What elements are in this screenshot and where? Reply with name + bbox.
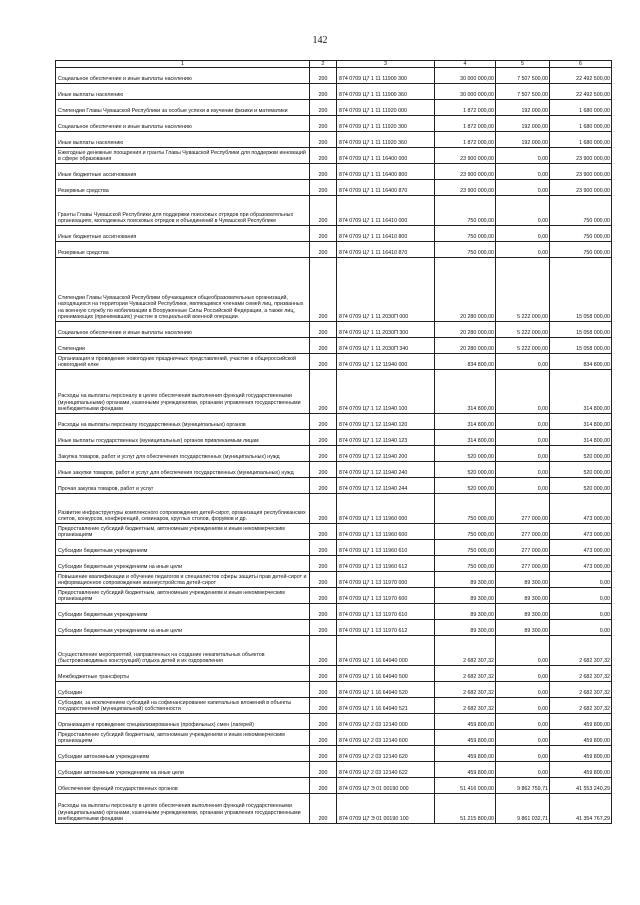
row-remaining-amount: 0,00 (550, 572, 612, 588)
row-classification: 874 0709 Ц7 2 03 12140 622 (337, 762, 435, 778)
row-approved-amount: 23 900 000,00 (435, 180, 496, 196)
row-approved-amount: 89 300,00 (435, 604, 496, 620)
row-classification: 874 0709 Ц7 1 13 11970 000 (337, 572, 435, 588)
row-code: 200 (310, 100, 337, 116)
row-classification: 874 0709 Ц7 1 13 11970 600 (337, 588, 435, 604)
row-name: Предоставление субсидий бюджетным, автономным учреждениям и иным некоммерческим организациям (56, 524, 310, 540)
row-approved-amount: 459 800,00 (435, 730, 496, 746)
table-row (56, 446, 612, 462)
row-approved-amount: 750 000,00 (435, 540, 496, 556)
row-code: 200 (310, 196, 337, 226)
row-name: Субсидии автономным учреждениям (56, 746, 310, 762)
row-classification: 874 0709 Ц7 1 13 11960 612 (337, 556, 435, 572)
row-remaining-amount: 0,00 (550, 620, 612, 636)
row-code: 200 (310, 762, 337, 778)
row-code: 200 (310, 84, 337, 100)
table-body (56, 68, 612, 824)
table-row (56, 242, 612, 258)
table-row (56, 746, 612, 762)
row-executed-amount: 89 300,00 (496, 572, 550, 588)
row-executed-amount: 9 861 032,71 (496, 794, 550, 824)
row-executed-amount: 0,00 (496, 370, 550, 414)
row-name: Стипендии Главы Чувашской Республики обучающимся общеобразовательных организаций, находящихся на территории Чувашской Республики, являющимся членами семей лиц, призванных на военную службу по мобилизации в Вооруженные Силы Российской Федерации, а также лиц, принимающих (принимавших) участие в специальной военной операции (56, 258, 310, 322)
row-name: Осуществление мероприятий, направленных на создание некапитальных объектов (быстровозводимых конструкций) отдыха детей и их оздоровления (56, 636, 310, 666)
row-executed-amount: 277 000,00 (496, 524, 550, 540)
row-classification: 874 0709 Ц7 1 11 11900 360 (337, 84, 435, 100)
row-code: 200 (310, 414, 337, 430)
row-executed-amount: 0,00 (496, 354, 550, 370)
row-remaining-amount: 1 680 000,00 (550, 116, 612, 132)
row-code: 200 (310, 338, 337, 354)
row-approved-amount: 89 300,00 (435, 572, 496, 588)
row-approved-amount: 520 000,00 (435, 462, 496, 478)
row-remaining-amount: 15 058 000,00 (550, 258, 612, 322)
row-name: Субсидии, за исключением субсидий на софинансирование капитальных вложений в объекты государственной (муниципальной) собственности (56, 698, 310, 714)
row-executed-amount: 9 862 759,71 (496, 778, 550, 794)
table-row (56, 354, 612, 370)
row-code: 200 (310, 666, 337, 682)
table-row (56, 620, 612, 636)
row-approved-amount: 520 000,00 (435, 446, 496, 462)
row-remaining-amount: 473 000,00 (550, 494, 612, 524)
row-classification: 874 0709 Ц7 2 03 12140 600 (337, 730, 435, 746)
row-remaining-amount: 23 900 000,00 (550, 164, 612, 180)
column-header: 6 (550, 61, 612, 68)
row-executed-amount: 0,00 (496, 666, 550, 682)
row-approved-amount: 51 215 800,00 (435, 794, 496, 824)
row-approved-amount: 750 000,00 (435, 556, 496, 572)
row-name: Социальное обеспечение и иные выплаты населению (56, 322, 310, 338)
row-remaining-amount: 22 492 500,00 (550, 68, 612, 84)
row-code: 200 (310, 370, 337, 414)
row-classification: 874 0709 Ц7 1 11 16400 800 (337, 164, 435, 180)
row-classification: 874 0709 Ц7 1 11 2030П 000 (337, 258, 435, 322)
row-approved-amount: 750 000,00 (435, 242, 496, 258)
row-code: 200 (310, 556, 337, 572)
row-name: Иные выплаты государственных (муниципальных) органов привлекаемым лицам (56, 430, 310, 446)
row-code: 200 (310, 794, 337, 824)
table-row (56, 132, 612, 148)
row-classification: 874 0709 Ц7 1 12 11940 120 (337, 414, 435, 430)
row-code: 200 (310, 354, 337, 370)
table-row (56, 116, 612, 132)
row-remaining-amount: 750 000,00 (550, 196, 612, 226)
row-approved-amount: 314 800,00 (435, 430, 496, 446)
table-row (56, 338, 612, 354)
row-executed-amount: 0,00 (496, 196, 550, 226)
row-classification: 874 0709 Ц7 1 16 64940 500 (337, 666, 435, 682)
budget-table (55, 60, 612, 824)
row-remaining-amount: 520 000,00 (550, 446, 612, 462)
table-row (56, 478, 612, 494)
table-row (56, 226, 612, 242)
row-name: Расходы на выплаты персоналу в целях обеспечения выполнения функций государственными (муниципальными) органами, казенными учреждениями, органами управления государственными внебюджетными фондами (56, 794, 310, 824)
row-name: Организация и проведение специализированных (профильных) смен (лагерей) (56, 714, 310, 730)
row-classification: 874 0709 Ц7 1 16 64940 520 (337, 682, 435, 698)
row-name: Иные выплаты населению (56, 132, 310, 148)
row-approved-amount: 750 000,00 (435, 524, 496, 540)
table-row (56, 462, 612, 478)
row-executed-amount: 89 300,00 (496, 620, 550, 636)
row-classification: 874 0709 Ц7 1 12 11940 200 (337, 446, 435, 462)
row-approved-amount: 1 872 000,00 (435, 100, 496, 116)
row-name: Социальное обеспечение и иные выплаты населению (56, 116, 310, 132)
row-classification: 874 0709 Ц7 1 13 11960 600 (337, 524, 435, 540)
column-header: 4 (435, 61, 496, 68)
row-name: Резервные средства (56, 242, 310, 258)
row-approved-amount: 2 682 307,32 (435, 666, 496, 682)
column-header: 1 (56, 61, 310, 68)
row-approved-amount: 89 300,00 (435, 620, 496, 636)
table-row (56, 762, 612, 778)
row-executed-amount: 277 000,00 (496, 556, 550, 572)
row-approved-amount: 459 800,00 (435, 762, 496, 778)
row-executed-amount: 0,00 (496, 746, 550, 762)
row-remaining-amount: 1 680 000,00 (550, 132, 612, 148)
row-name: Прочая закупка товаров, работ и услуг (56, 478, 310, 494)
row-code: 200 (310, 68, 337, 84)
table-row (56, 572, 612, 588)
row-remaining-amount: 314 800,00 (550, 430, 612, 446)
row-name: Субсидии (56, 682, 310, 698)
row-classification: 874 0709 Ц7 1 16 64940 000 (337, 636, 435, 666)
table-row (56, 196, 612, 226)
row-classification: 874 0709 Ц7 1 11 16410 000 (337, 196, 435, 226)
row-executed-amount: 89 300,00 (496, 588, 550, 604)
row-remaining-amount: 473 000,00 (550, 540, 612, 556)
row-remaining-amount: 0,00 (550, 604, 612, 620)
row-classification: 874 0709 Ц7 Э 01 00190 000 (337, 778, 435, 794)
row-executed-amount: 0,00 (496, 180, 550, 196)
row-approved-amount: 750 000,00 (435, 494, 496, 524)
row-approved-amount: 23 900 000,00 (435, 148, 496, 164)
row-executed-amount: 5 222 000,00 (496, 258, 550, 322)
row-remaining-amount: 2 682 307,32 (550, 682, 612, 698)
row-name: Иные бюджетные ассигнования (56, 226, 310, 242)
row-remaining-amount: 459 800,00 (550, 746, 612, 762)
row-remaining-amount: 0,00 (550, 588, 612, 604)
row-approved-amount: 750 000,00 (435, 196, 496, 226)
row-code: 200 (310, 730, 337, 746)
row-approved-amount: 750 000,00 (435, 226, 496, 242)
row-code: 200 (310, 572, 337, 588)
row-approved-amount: 20 280 000,00 (435, 338, 496, 354)
row-name: Гранты Главы Чувашской Республики для поддержки поисковых отрядов при образовательных организациях, молодежных поисковых отрядов и объединений в Чувашской Республике (56, 196, 310, 226)
row-remaining-amount: 459 800,00 (550, 714, 612, 730)
row-name: Межбюджетные трансферты (56, 666, 310, 682)
row-remaining-amount: 834 800,00 (550, 354, 612, 370)
row-name: Иные закупки товаров, работ и услуг для обеспечения государственных (муниципальных) нужд (56, 462, 310, 478)
row-executed-amount: 0,00 (496, 730, 550, 746)
row-approved-amount: 834 800,00 (435, 354, 496, 370)
row-name: Резервные средства (56, 180, 310, 196)
row-name: Предоставление субсидий бюджетным, автономным учреждениям и иным некоммерческим организациям (56, 588, 310, 604)
row-classification: 874 0709 Ц7 1 11 11920 360 (337, 132, 435, 148)
row-remaining-amount: 2 682 307,32 (550, 698, 612, 714)
row-code: 200 (310, 446, 337, 462)
row-name: Иные бюджетные ассигнования (56, 164, 310, 180)
row-executed-amount: 0,00 (496, 226, 550, 242)
row-classification: 874 0709 Ц7 1 11 16400 000 (337, 148, 435, 164)
row-name: Предоставление субсидий бюджетным, автономным учреждениям и иным некоммерческим организациям (56, 730, 310, 746)
row-code: 200 (310, 494, 337, 524)
row-classification: 874 0709 Ц7 1 11 11920 300 (337, 116, 435, 132)
row-approved-amount: 1 872 000,00 (435, 132, 496, 148)
row-approved-amount: 459 800,00 (435, 746, 496, 762)
row-code: 200 (310, 540, 337, 556)
row-executed-amount: 0,00 (496, 636, 550, 666)
row-executed-amount: 192 000,00 (496, 100, 550, 116)
table-row (56, 180, 612, 196)
row-approved-amount: 314 800,00 (435, 370, 496, 414)
row-remaining-amount: 314 800,00 (550, 370, 612, 414)
table-row (56, 556, 612, 572)
row-code: 200 (310, 132, 337, 148)
row-executed-amount: 192 000,00 (496, 132, 550, 148)
row-classification: 874 0709 Ц7 2 03 12140 000 (337, 714, 435, 730)
row-classification: 874 0709 Ц7 1 11 16410 800 (337, 226, 435, 242)
table-row (56, 588, 612, 604)
column-header: 2 (310, 61, 337, 68)
row-name: Субсидии автономным учреждениям на иные цели (56, 762, 310, 778)
table-row (56, 604, 612, 620)
row-name: Стипендии (56, 338, 310, 354)
row-executed-amount: 0,00 (496, 478, 550, 494)
table-row (56, 322, 612, 338)
row-classification: 874 0709 Ц7 1 13 11960 610 (337, 540, 435, 556)
row-remaining-amount: 41 553 240,29 (550, 778, 612, 794)
row-remaining-amount: 15 058 000,00 (550, 338, 612, 354)
row-executed-amount: 0,00 (496, 714, 550, 730)
row-approved-amount: 2 682 307,32 (435, 698, 496, 714)
row-executed-amount: 192 000,00 (496, 116, 550, 132)
row-code: 200 (310, 164, 337, 180)
row-remaining-amount: 459 800,00 (550, 730, 612, 746)
column-header: 3 (337, 61, 435, 68)
table-row (56, 414, 612, 430)
row-remaining-amount: 473 000,00 (550, 556, 612, 572)
row-approved-amount: 314 800,00 (435, 414, 496, 430)
row-remaining-amount: 750 000,00 (550, 226, 612, 242)
table-row (56, 148, 612, 164)
row-classification: 874 0709 Ц7 1 11 16400 870 (337, 180, 435, 196)
table-row (56, 794, 612, 824)
table-row (56, 714, 612, 730)
row-name: Расходы на выплаты персоналу государственных (муниципальных) органов (56, 414, 310, 430)
row-code: 200 (310, 636, 337, 666)
row-executed-amount: 0,00 (496, 762, 550, 778)
row-classification: 874 0709 Ц7 1 16 64940 521 (337, 698, 435, 714)
row-approved-amount: 89 300,00 (435, 588, 496, 604)
row-code: 200 (310, 620, 337, 636)
table-row (56, 100, 612, 116)
row-code: 200 (310, 604, 337, 620)
row-remaining-amount: 520 000,00 (550, 478, 612, 494)
row-approved-amount: 30 000 000,00 (435, 68, 496, 84)
row-classification: 874 0709 Ц7 1 12 11940 240 (337, 462, 435, 478)
page-number: 142 (312, 35, 328, 46)
row-classification: 874 0709 Ц7 2 03 12140 620 (337, 746, 435, 762)
row-classification: 874 0709 Ц7 1 12 11940 000 (337, 354, 435, 370)
row-remaining-amount: 22 492 500,00 (550, 84, 612, 100)
row-approved-amount: 30 000 000,00 (435, 84, 496, 100)
row-code: 200 (310, 714, 337, 730)
row-code: 200 (310, 430, 337, 446)
row-classification: 874 0709 Ц7 1 11 2030П 340 (337, 338, 435, 354)
row-classification: 874 0709 Ц7 1 11 2030П 300 (337, 322, 435, 338)
table-row (56, 164, 612, 180)
table-row (56, 494, 612, 524)
row-name: Стипендии Главы Чувашской Республики за особые успехи в изучении физики и математики (56, 100, 310, 116)
row-remaining-amount: 23 900 000,00 (550, 148, 612, 164)
row-executed-amount: 89 300,00 (496, 604, 550, 620)
row-classification: 874 0709 Ц7 1 12 11940 123 (337, 430, 435, 446)
row-approved-amount: 459 800,00 (435, 714, 496, 730)
row-classification: 874 0709 Ц7 1 12 11940 100 (337, 370, 435, 414)
row-executed-amount: 7 507 500,00 (496, 68, 550, 84)
row-classification: 874 0709 Ц7 1 13 11970 612 (337, 620, 435, 636)
row-name: Субсидии бюджетным учреждениям (56, 540, 310, 556)
row-remaining-amount: 459 800,00 (550, 762, 612, 778)
row-code: 200 (310, 698, 337, 714)
row-code: 200 (310, 242, 337, 258)
row-executed-amount: 277 000,00 (496, 540, 550, 556)
row-code: 200 (310, 226, 337, 242)
table-row (56, 778, 612, 794)
row-name: Субсидии бюджетным учреждениям (56, 604, 310, 620)
row-executed-amount: 0,00 (496, 430, 550, 446)
table-row (56, 258, 612, 322)
row-code: 200 (310, 478, 337, 494)
row-code: 200 (310, 588, 337, 604)
row-classification: 874 0709 Ц7 Э 01 00190 100 (337, 794, 435, 824)
row-executed-amount: 0,00 (496, 164, 550, 180)
row-remaining-amount: 314 800,00 (550, 414, 612, 430)
row-approved-amount: 51 416 000,00 (435, 778, 496, 794)
row-name: Повышение квалификации и обучение педагогов и специалистов сферы защиты прав детей-сирот и информационное сопровождение жизнеустройства детей-сирот (56, 572, 310, 588)
row-remaining-amount: 750 000,00 (550, 242, 612, 258)
row-approved-amount: 23 900 000,00 (435, 164, 496, 180)
row-name: Расходы на выплаты персоналу в целях обеспечения выполнения функций государственными (муниципальными) органами, казенными учреждениями, органами управления государственными внебюджетными фондами (56, 370, 310, 414)
row-name: Субсидии бюджетным учреждениям на иные цели (56, 620, 310, 636)
row-name: Закупка товаров, работ и услуг для обеспечения государственных (муниципальных) нужд (56, 446, 310, 462)
row-remaining-amount: 23 900 000,00 (550, 180, 612, 196)
row-classification: 874 0709 Ц7 1 12 11940 244 (337, 478, 435, 494)
row-name: Иные выплаты населению (56, 84, 310, 100)
table-row (56, 524, 612, 540)
row-code: 200 (310, 258, 337, 322)
row-code: 200 (310, 116, 337, 132)
row-classification: 874 0709 Ц7 1 13 11960 000 (337, 494, 435, 524)
row-name: Социальное обеспечение и иные выплаты населению (56, 68, 310, 84)
table-row (56, 730, 612, 746)
row-approved-amount: 520 000,00 (435, 478, 496, 494)
table-row (56, 636, 612, 666)
row-executed-amount: 0,00 (496, 462, 550, 478)
row-code: 200 (310, 746, 337, 762)
row-remaining-amount: 15 058 000,00 (550, 322, 612, 338)
row-code: 200 (310, 148, 337, 164)
row-executed-amount: 0,00 (496, 414, 550, 430)
row-code: 200 (310, 682, 337, 698)
row-code: 200 (310, 778, 337, 794)
row-executed-amount: 277 000,00 (496, 494, 550, 524)
row-approved-amount: 2 682 307,32 (435, 682, 496, 698)
row-remaining-amount: 41 354 767,29 (550, 794, 612, 824)
table-row (56, 68, 612, 84)
row-name: Субсидии бюджетным учреждениям на иные цели (56, 556, 310, 572)
row-code: 200 (310, 180, 337, 196)
table-row (56, 540, 612, 556)
row-classification: 874 0709 Ц7 1 13 11970 610 (337, 604, 435, 620)
table-row (56, 370, 612, 414)
row-remaining-amount: 520 000,00 (550, 462, 612, 478)
row-executed-amount: 5 222 000,00 (496, 338, 550, 354)
row-code: 200 (310, 322, 337, 338)
table-row (56, 698, 612, 714)
column-header: 5 (496, 61, 550, 68)
table-row (56, 84, 612, 100)
row-remaining-amount: 1 680 000,00 (550, 100, 612, 116)
table-row (56, 682, 612, 698)
row-executed-amount: 7 507 500,00 (496, 84, 550, 100)
row-name: Организация и проведение новогодних праздничных представлений, участие в общероссийской новогодней елке (56, 354, 310, 370)
row-remaining-amount: 473 000,00 (550, 524, 612, 540)
row-name: Развитие инфраструктуры комплексного сопровождения детей-сирот, организация республиканских слетов, конкурсов, конференций, семинаров, круглых столов, форумов и др. (56, 494, 310, 524)
row-approved-amount: 20 280 000,00 (435, 322, 496, 338)
row-classification: 874 0709 Ц7 1 11 11900 300 (337, 68, 435, 84)
row-approved-amount: 2 682 307,32 (435, 636, 496, 666)
row-code: 200 (310, 462, 337, 478)
row-executed-amount: 0,00 (496, 446, 550, 462)
row-executed-amount: 0,00 (496, 148, 550, 164)
row-remaining-amount: 2 682 307,32 (550, 636, 612, 666)
row-approved-amount: 20 280 000,00 (435, 258, 496, 322)
row-executed-amount: 0,00 (496, 698, 550, 714)
row-approved-amount: 1 872 000,00 (435, 116, 496, 132)
table-row (56, 666, 612, 682)
table-header-row (56, 61, 612, 68)
row-executed-amount: 0,00 (496, 682, 550, 698)
row-executed-amount: 0,00 (496, 242, 550, 258)
row-classification: 874 0709 Ц7 1 11 11920 000 (337, 100, 435, 116)
row-name: Ежегодные денежные поощрения и гранты Главы Чувашской Республики для поддержки инноваций в сфере образования (56, 148, 310, 164)
row-classification: 874 0709 Ц7 1 11 16410 870 (337, 242, 435, 258)
table-row (56, 430, 612, 446)
row-remaining-amount: 2 682 307,32 (550, 666, 612, 682)
row-code: 200 (310, 524, 337, 540)
row-executed-amount: 5 222 000,00 (496, 322, 550, 338)
row-name: Обеспечение функций государственных органов (56, 778, 310, 794)
